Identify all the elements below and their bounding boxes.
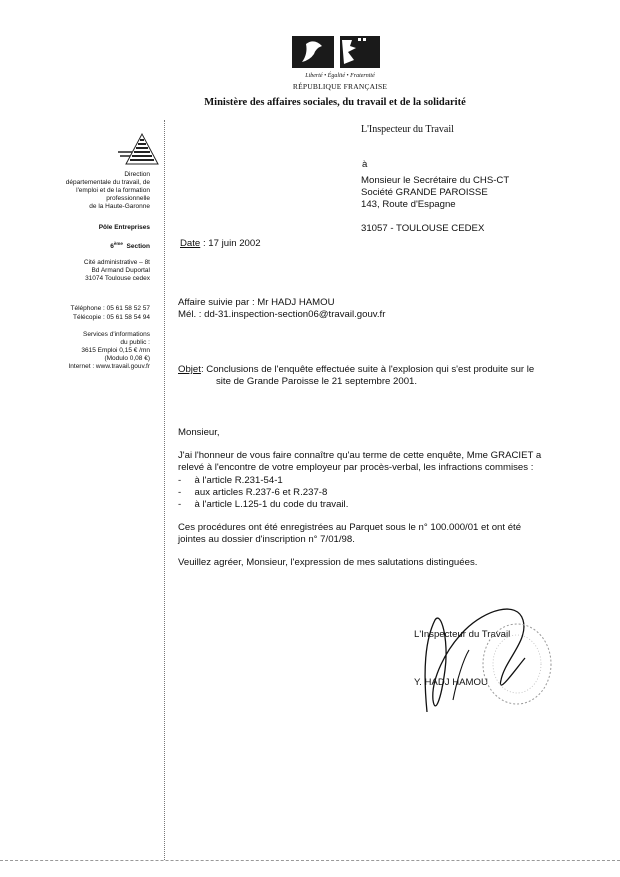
- signature-title: L'Inspecteur du Travail: [414, 629, 511, 640]
- letter-date: Date : 17 juin 2002: [180, 238, 261, 249]
- ministry-logo-icon: [118, 130, 166, 166]
- ministry-title: Ministère des affaires sociales, du travail et de la solidarité: [204, 97, 466, 108]
- sidebar-address: Cité administrative – 8t Bd Armand Duportal 31074 Toulouse cedex: [83, 259, 150, 282]
- paragraph-line: J'ai l'honneur de vous faire connaître qu'au terme de cette enquête, Mme GRACIET a: [178, 450, 542, 461]
- closing-formula: Veuillez agréer, Monsieur, l'expression de mes salutations distinguées.: [178, 557, 478, 568]
- republic-name: RÉPUBLIQUE FRANÇAISE: [292, 82, 388, 91]
- paragraph-line: jointes au dossier d'inscription n° 7/01/98.: [178, 534, 355, 545]
- subject-line-2: site de Grande Paroisse le 21 septembre 2001.: [216, 376, 418, 387]
- sidebar-phone: Téléphone : 05 61 58 52 57: [70, 305, 150, 312]
- recipient-line: Monsieur le Secrétaire du CHS-CT: [361, 175, 510, 186]
- contact-email: Mél. : dd-31.inspection-section06@travail.gouv.fr: [178, 309, 386, 320]
- sender-title: L'Inspecteur du Travail: [361, 124, 454, 135]
- subject-line: Objet: Conclusions de l'enquête effectuée suite à l'explosion qui s'est produite sur le: [178, 364, 535, 375]
- marianne-logo: [292, 34, 382, 72]
- sidebar-services: Services d'informations du public : 3615 Emploi 0,15 € /mn (Modulo 0,08 €) Internet : www.travail.gouv.fr: [68, 331, 150, 370]
- official-stamp: [478, 618, 556, 710]
- infraction-item: - à l'article R.231-54-1: [178, 475, 283, 486]
- case-handler: Affaire suivie par : Mr HADJ HAMOU: [178, 297, 335, 308]
- republic-motto: Liberté • Égalité • Fraternité: [305, 73, 375, 79]
- sidebar-section: 6ème Section: [110, 241, 150, 251]
- infraction-item: - à l'article L.125-1 du code du travail.: [178, 499, 349, 510]
- recipient-line: 143, Route d'Espagne: [361, 199, 456, 210]
- signatory-name: Y. HADJ HAMOU: [414, 677, 488, 688]
- sidebar-fax: Télécopie : 05 61 58 54 94: [73, 314, 150, 321]
- margin-rule: [164, 120, 166, 860]
- paragraph-line: relevé à l'encontre de votre employeur par procès-verbal, les infractions commises :: [178, 462, 534, 473]
- sidebar-pole: Pôle Entreprises: [98, 224, 150, 231]
- recipient-city: 31057 - TOULOUSE CEDEX: [361, 223, 485, 234]
- salutation: Monsieur,: [178, 427, 220, 438]
- recipient-prefix: à: [362, 159, 368, 170]
- paragraph-line: Ces procédures ont été enregistrées au Parquet sous le n° 100.000/01 et ont été: [178, 522, 522, 533]
- infraction-item: - aux articles R.237-6 et R.237-8: [178, 487, 328, 498]
- footer-rule: [0, 860, 620, 861]
- recipient-line: Société GRANDE PAROISSE: [361, 187, 488, 198]
- sidebar-direction: Direction départementale du travail, de l'emploi et de la formation professionnelle de la Haute-Garonne: [65, 171, 150, 210]
